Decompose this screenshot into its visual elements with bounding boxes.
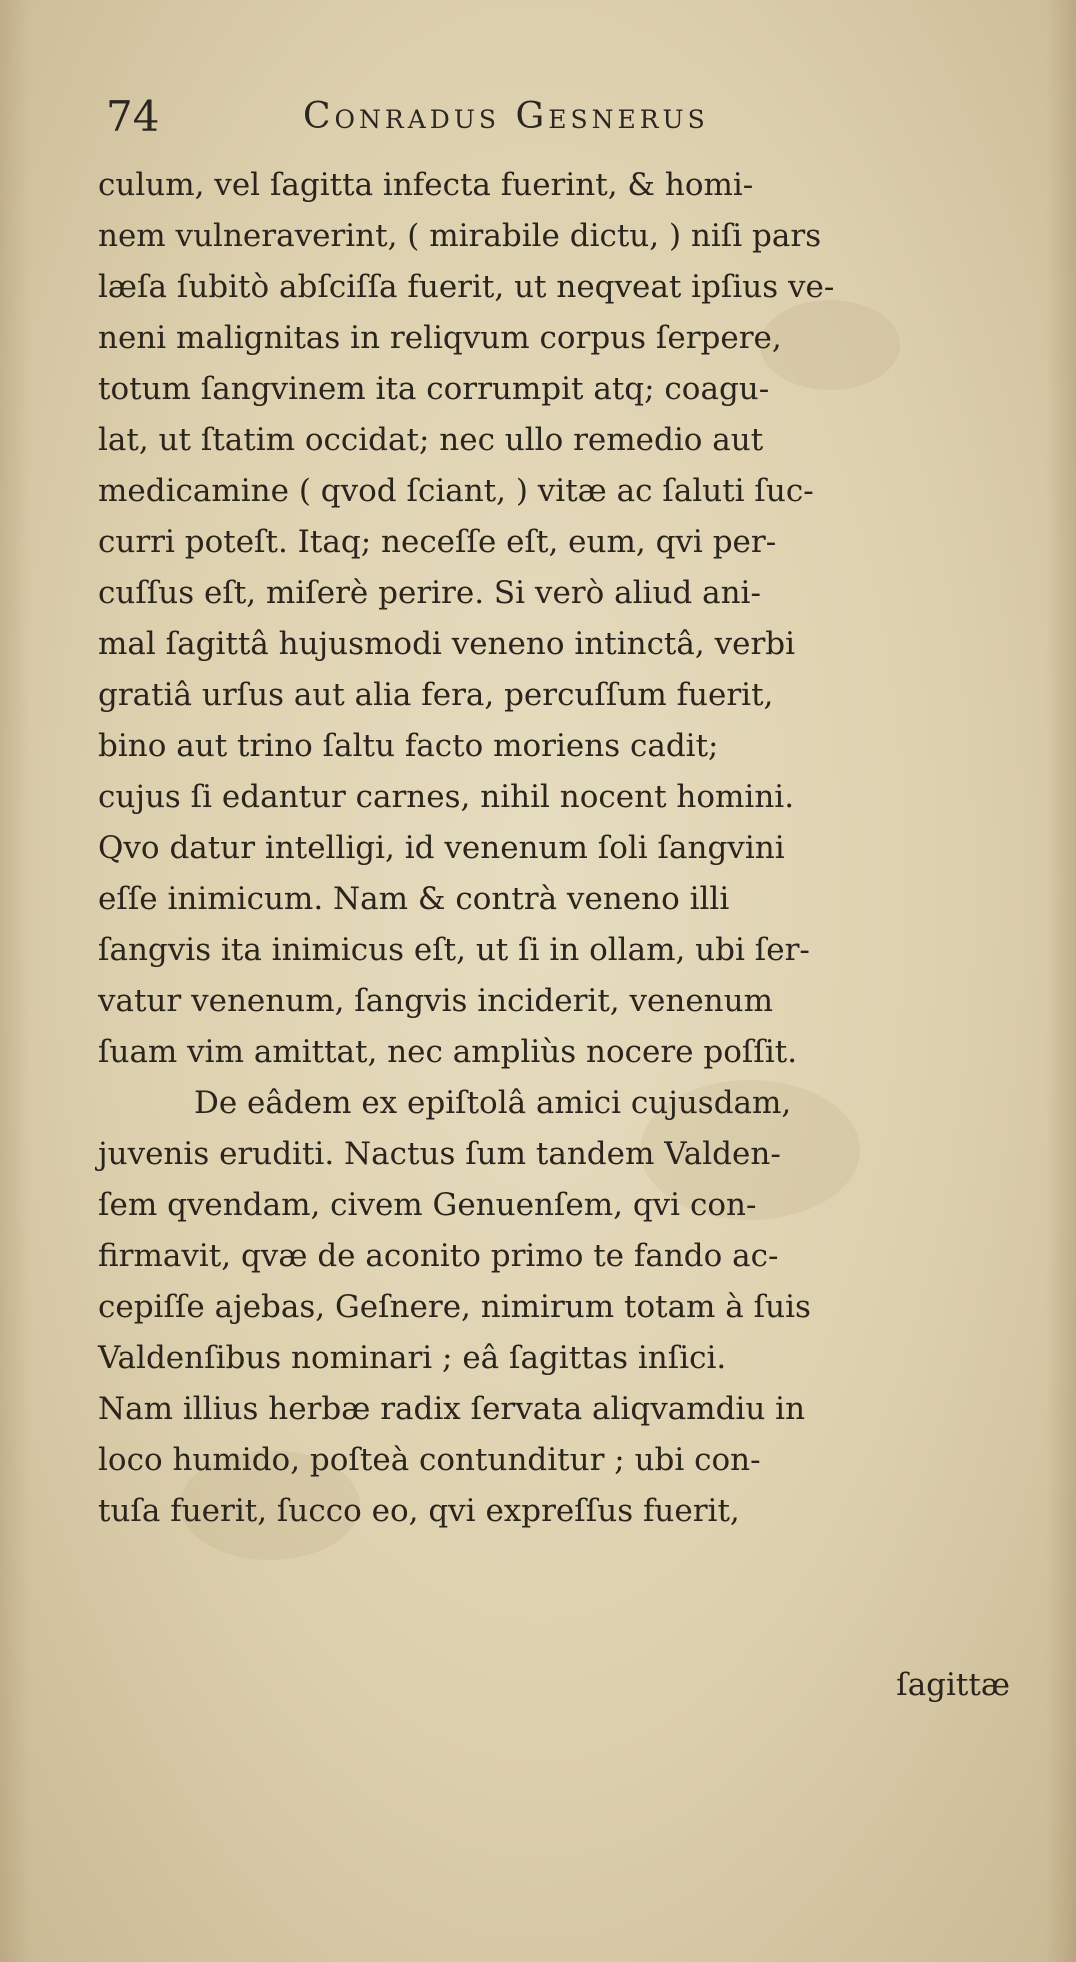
page-number: 74 <box>106 92 160 141</box>
text-line: bino aut trino ſaltu facto moriens cadit; <box>98 728 719 764</box>
text-line: eſſe inimicum. Nam & contrà veneno illi <box>98 881 730 917</box>
running-head <box>100 88 880 148</box>
body-text <box>98 160 1018 1537</box>
text-line: neni malignitas in reliqvum corpus ſerpere, <box>98 320 782 356</box>
text-line: læſa ſubitò abſciſſa fuerit, ut neqveat ipſius ve- <box>98 269 835 305</box>
text-line: medicamine ( qvod ſciant, ) vitæ ac ſaluti ſuc- <box>98 473 814 509</box>
paragraph-start-line: De eâdem ex epiſtolâ amici cujusdam, <box>194 1085 792 1121</box>
text-line: curri poteſt. Itaq; neceſſe eſt, eum, qvi per- <box>98 524 777 560</box>
running-title: Conradus Gesnerus <box>303 96 709 137</box>
text-line: ſuam vim amittat, nec ampliùs nocere poſſit. <box>98 1034 798 1070</box>
left-edge-shading <box>0 0 30 1962</box>
text-line: vatur venenum, ſangvis inciderit, venenum <box>98 983 773 1019</box>
text-line: tuſa fuerit, ſucco eo, qvi expreſſus fuerit, <box>98 1493 740 1529</box>
text-line: ſem qvendam, civem Genuenſem, qvi con- <box>98 1187 757 1223</box>
text-line: lat, ut ſtatim occidat; nec ullo remedio aut <box>98 422 764 458</box>
text-line: culum, vel ſagitta infecta fuerint, & homi- <box>98 167 754 203</box>
text-line: gratiâ urſus aut alia fera, percuſſum fuerit, <box>98 677 774 713</box>
text-line: ſangvis ita inimicus eſt, ut ſi in ollam, ubi ſer- <box>98 932 810 968</box>
text-line: cujus ſi edantur carnes, nihil nocent homini. <box>98 779 795 815</box>
right-edge-shading <box>1046 0 1076 1962</box>
text-line: Valdenſibus nominari ; eâ ſagittas inſici. <box>98 1340 727 1376</box>
text-line: Nam illius herbæ radix ſervata aliqvamdiu in <box>98 1391 806 1427</box>
catchword: ſagittæ <box>896 1667 1010 1703</box>
text-line: mal ſagittâ hujusmodi veneno intinctâ, verbi <box>98 626 796 662</box>
text-line: totum ſangvinem ita corrumpit atq; coagu- <box>98 371 770 407</box>
text-line: nem vulneraverint, ( mirabile dictu, ) niſi pars <box>98 218 822 254</box>
text-line: firmavit, qvæ de aconito primo te fando ac- <box>98 1238 779 1274</box>
text-line: juvenis eruditi. Nactus ſum tandem Valden- <box>98 1136 781 1172</box>
text-line: Qvo datur intelligi, id venenum ſoli ſangvini <box>98 830 785 866</box>
text-line: loco humido, poſteà contunditur ; ubi con- <box>98 1442 761 1478</box>
text-line: cepiſſe ajebas, Geſnere, nimirum totam à ſuis <box>98 1289 811 1325</box>
text-line: cuſſus eſt, miſerè perire. Si verò aliud ani- <box>98 575 761 611</box>
